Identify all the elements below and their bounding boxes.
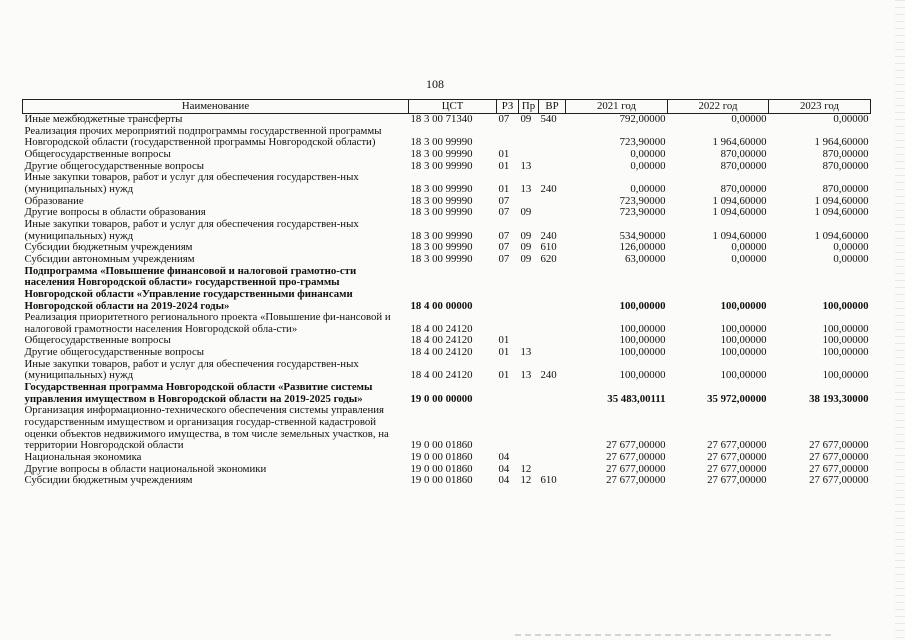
- cell-pr: 09: [520, 252, 532, 265]
- cell-pr: [519, 149, 539, 161]
- cell-vr: 240: [540, 182, 557, 195]
- table-row: [23, 126, 871, 149]
- col-header-vr: ВР: [539, 100, 566, 114]
- scan-bottom-artifact: [515, 634, 835, 636]
- cell-2023: 38 193,30000: [809, 392, 869, 405]
- cell-pr: 09: [520, 241, 532, 254]
- cell-2023: 100,00000: [822, 299, 869, 312]
- cell-rz: 04: [498, 462, 510, 475]
- cell-rz: 04: [498, 474, 510, 487]
- cell-rz: [497, 126, 519, 149]
- cell-pr: [519, 405, 539, 452]
- cell-name: Другие общегосударственные вопросы: [24, 346, 205, 359]
- cell-2022: 100,00000: [720, 322, 767, 335]
- cell-name: Другие вопросы в области национальной экономики: [24, 462, 267, 475]
- cell-cst: 18 4 00 24120: [410, 369, 473, 382]
- cell-cst: 18 3 00 99990: [410, 136, 473, 149]
- cell-name: Иные закупки товаров, работ и услуг для обеспечения государствен-ных (муниципальных) нужд: [24, 171, 359, 195]
- cell-2023: 0,00000: [833, 252, 869, 265]
- cell-rz: [497, 382, 519, 405]
- table-row: [23, 254, 871, 266]
- cell-name: Общегосударственные вопросы: [24, 334, 171, 347]
- cell-2021: 534,90000: [619, 229, 666, 242]
- cell-cst: 19 0 00 00000: [410, 392, 473, 405]
- cell-2021: 0,00000: [630, 159, 666, 172]
- cell-2022: 1 094,60000: [712, 206, 767, 219]
- cell-rz: 01: [498, 346, 510, 359]
- col-header-name: Наименование: [23, 100, 409, 114]
- cell-2023: 1 094,60000: [814, 206, 869, 219]
- cell-rz: [497, 266, 519, 313]
- cell-2022: 100,00000: [720, 299, 767, 312]
- cell-name: Субсидии автономным учреждениям: [24, 252, 195, 265]
- cell-cst: 19 0 00 01860: [410, 439, 473, 452]
- cell-2023: 870,00000: [822, 159, 869, 172]
- cell-2023: 100,00000: [822, 346, 869, 359]
- cell-2021: 723,90000: [619, 136, 666, 149]
- cell-vr: [539, 126, 566, 149]
- cell-2021: 35 483,00111: [607, 392, 666, 405]
- cell-2021: 27 677,00000: [606, 474, 666, 487]
- cell-pr: [519, 452, 539, 464]
- cell-vr: [539, 149, 566, 161]
- cell-2022: 100,00000: [720, 369, 767, 382]
- cell-cst: 18 3 00 99990: [410, 147, 473, 160]
- cell-2023: 100,00000: [822, 334, 869, 347]
- cell-pr: [519, 382, 539, 405]
- cell-2022: 27 677,00000: [707, 462, 767, 475]
- cell-name: Общегосударственные вопросы: [24, 147, 171, 160]
- col-header-cst: ЦСТ: [409, 100, 497, 114]
- cell-rz: [497, 312, 519, 335]
- cell-2022: 100,00000: [720, 334, 767, 347]
- cell-cst: 19 0 00 01860: [410, 474, 473, 487]
- cell-2023: 27 677,00000: [809, 474, 869, 487]
- cell-vr: 540: [540, 113, 557, 125]
- scan-edge-artifact: [895, 0, 905, 640]
- cell-vr: 240: [540, 369, 557, 382]
- table-row: [23, 114, 871, 126]
- cell-pr: [519, 312, 539, 335]
- cell-rz: 04: [498, 451, 510, 464]
- cell-pr: 12: [520, 462, 532, 475]
- cell-2022: 0,00000: [731, 252, 767, 265]
- cell-pr: [519, 266, 539, 313]
- cell-name: Иные закупки товаров, работ и услуг для обеспечения государствен-ных (муниципальных) нужд: [24, 357, 359, 382]
- cell-rz: 07: [498, 194, 510, 207]
- cell-vr: [539, 312, 566, 335]
- cell-vr: [539, 161, 566, 173]
- cell-cst: 18 3 00 71340: [410, 113, 473, 125]
- table-header-row: [23, 100, 871, 114]
- cell-2023: 1 094,60000: [814, 229, 869, 242]
- cell-2023: 870,00000: [822, 147, 869, 160]
- cell-cst: 18 3 00 99990: [410, 229, 473, 242]
- cell-2023: 870,00000: [822, 182, 869, 195]
- cell-2022: 27 677,00000: [707, 451, 767, 464]
- cell-pr: 13: [520, 159, 532, 172]
- cell-vr: [539, 335, 566, 347]
- cell-cst: 18 3 00 99990: [410, 252, 473, 265]
- cell-rz: 07: [498, 241, 510, 254]
- cell-2021: 27 677,00000: [606, 439, 666, 452]
- cell-2021: 0,00000: [630, 182, 666, 195]
- cell-2021: 723,90000: [619, 194, 666, 207]
- cell-2021: 63,00000: [625, 252, 666, 265]
- cell-vr: 240: [540, 229, 557, 242]
- cell-2022: 1 964,60000: [712, 136, 767, 149]
- cell-cst: 19 0 00 01860: [410, 462, 473, 475]
- cell-name: Иные межбюджетные трансферты: [24, 113, 183, 125]
- cell-pr: 12: [520, 474, 532, 487]
- budget-table: [22, 99, 871, 487]
- table-row: [23, 219, 871, 242]
- cell-2023: 100,00000: [822, 369, 869, 382]
- cell-cst: 18 3 00 99990: [410, 241, 473, 254]
- cell-cst: 18 3 00 99990: [410, 194, 473, 207]
- cell-2023: 27 677,00000: [809, 451, 869, 464]
- cell-2021: 27 677,00000: [606, 462, 666, 475]
- page-number: 108: [426, 77, 444, 91]
- cell-pr: [519, 126, 539, 149]
- cell-vr: [539, 347, 566, 359]
- cell-vr: [539, 382, 566, 405]
- cell-2022: 870,00000: [720, 159, 767, 172]
- cell-2022: 0,00000: [731, 241, 767, 254]
- cell-rz: 07: [498, 113, 510, 125]
- cell-name: Подпрограмма «Повышение финансовой и налоговой грамотно-сти населения Новгородской области» государственной про-граммы Новгородской области «Управление государственными финансами Новгородской области на 2019-2024 годы»: [24, 264, 357, 312]
- cell-name: Государственная программа Новгородской области «Развитие системы управления имуществом в Новгородской области на 2019-2025 годы»: [24, 381, 373, 405]
- cell-2023: 0,00000: [833, 241, 869, 254]
- cell-rz: 01: [498, 147, 510, 160]
- cell-rz: 07: [498, 252, 510, 265]
- cell-cst: 18 3 00 99990: [410, 182, 473, 195]
- cell-vr: [539, 266, 566, 313]
- col-header-2023: 2023 год: [769, 100, 871, 114]
- cell-cst: 18 4 00 24120: [410, 334, 473, 347]
- cell-2022: 870,00000: [720, 182, 767, 195]
- cell-pr: 09: [520, 113, 532, 125]
- cell-2021: 100,00000: [619, 346, 666, 359]
- cell-rz: 01: [498, 182, 510, 195]
- cell-2021: 100,00000: [619, 322, 666, 335]
- table-row: [23, 452, 871, 464]
- table-row: [23, 172, 871, 195]
- cell-2021: 100,00000: [619, 334, 666, 347]
- cell-name: Реализация прочих мероприятий подпрограммы государственной программы Новгородской области (государственной программы Новгородской области): [24, 124, 382, 149]
- cell-name: Национальная экономика: [24, 451, 142, 464]
- cell-name: Образование: [24, 194, 84, 207]
- cell-rz: 01: [498, 334, 510, 347]
- cell-2021: 27 677,00000: [606, 451, 666, 464]
- cell-name: Иные закупки товаров, работ и услуг для обеспечения государствен-ных (муниципальных) нужд: [24, 217, 359, 242]
- cell-2021: 100,00000: [619, 369, 666, 382]
- cell-rz: 07: [498, 229, 510, 242]
- table-row: [23, 312, 871, 335]
- cell-2022: 1 094,60000: [712, 229, 767, 242]
- cell-pr: 09: [520, 206, 532, 219]
- cell-2022: 27 677,00000: [707, 474, 767, 487]
- cell-pr: 13: [520, 369, 532, 382]
- cell-2023: 100,00000: [822, 322, 869, 335]
- cell-name: Субсидии бюджетным учреждениям: [24, 474, 193, 487]
- cell-2022: 27 677,00000: [707, 439, 767, 452]
- cell-name: Субсидии бюджетным учреждениям: [24, 241, 193, 254]
- cell-name: Другие общегосударственные вопросы: [24, 159, 205, 172]
- cell-cst: 18 3 00 99990: [410, 159, 473, 172]
- cell-pr: 13: [520, 346, 532, 359]
- col-header-2021: 2021 год: [566, 100, 668, 114]
- cell-2022: 100,00000: [720, 346, 767, 359]
- cell-vr: 610: [540, 474, 557, 487]
- cell-name: Реализация приоритетного регионального проекта «Повышение фи-нансовой и налоговой грамотности населения Новгородской обла-сти»: [24, 311, 391, 335]
- col-header-2022: 2022 год: [668, 100, 769, 114]
- cell-rz: 07: [498, 206, 510, 219]
- table-row: [23, 149, 871, 161]
- cell-2021: 100,00000: [619, 299, 666, 312]
- cell-2022: 870,00000: [720, 147, 767, 160]
- cell-2023: 27 677,00000: [809, 462, 869, 475]
- cell-2021: 723,90000: [619, 206, 666, 219]
- cell-cst: 18 4 00 24120: [410, 346, 473, 359]
- col-header-pr: Пр: [519, 100, 539, 114]
- cell-2023: 1 964,60000: [814, 136, 869, 149]
- cell-name: Организация информационно-технического обеспечения системы управления государственным имуществом и организация государ-ственной кадастровой оценки объектов недвижимого имущества, в том числе земельных участков, на территории Новгородской области: [24, 404, 389, 452]
- table-row: [23, 266, 871, 313]
- cell-cst: 18 4 00 00000: [410, 299, 473, 312]
- cell-2022: 1 094,60000: [712, 194, 767, 207]
- cell-vr: 620: [540, 252, 557, 265]
- cell-2021: 0,00000: [630, 147, 666, 160]
- cell-2023: 1 094,60000: [814, 194, 869, 207]
- cell-2022: 0,00000: [731, 113, 767, 125]
- cell-vr: 610: [540, 241, 557, 254]
- cell-name: Другие вопросы в области образования: [24, 206, 206, 219]
- cell-rz: 01: [498, 369, 510, 382]
- col-header-rz: РЗ: [497, 100, 519, 114]
- cell-2023: 27 677,00000: [809, 439, 869, 452]
- cell-pr: 09: [520, 229, 532, 242]
- table-body: [23, 114, 871, 488]
- cell-2021: 126,00000: [619, 241, 666, 254]
- cell-vr: [539, 452, 566, 464]
- cell-pr: 13: [520, 182, 532, 195]
- cell-cst: 18 3 00 99990: [410, 206, 473, 219]
- cell-2021: 792,00000: [619, 113, 666, 125]
- cell-vr: [539, 207, 566, 219]
- table-row: [23, 475, 871, 487]
- cell-cst: 19 0 00 01860: [410, 451, 473, 464]
- cell-2022: 35 972,00000: [707, 392, 767, 405]
- cell-cst: 18 4 00 24120: [410, 322, 473, 335]
- table-row: [23, 359, 871, 382]
- cell-vr: [539, 196, 566, 208]
- cell-rz: 01: [498, 159, 510, 172]
- cell-rz: [497, 405, 519, 452]
- table-row: [23, 382, 871, 405]
- table-row: [23, 405, 871, 452]
- cell-2023: 0,00000: [833, 113, 869, 125]
- cell-vr: [539, 405, 566, 452]
